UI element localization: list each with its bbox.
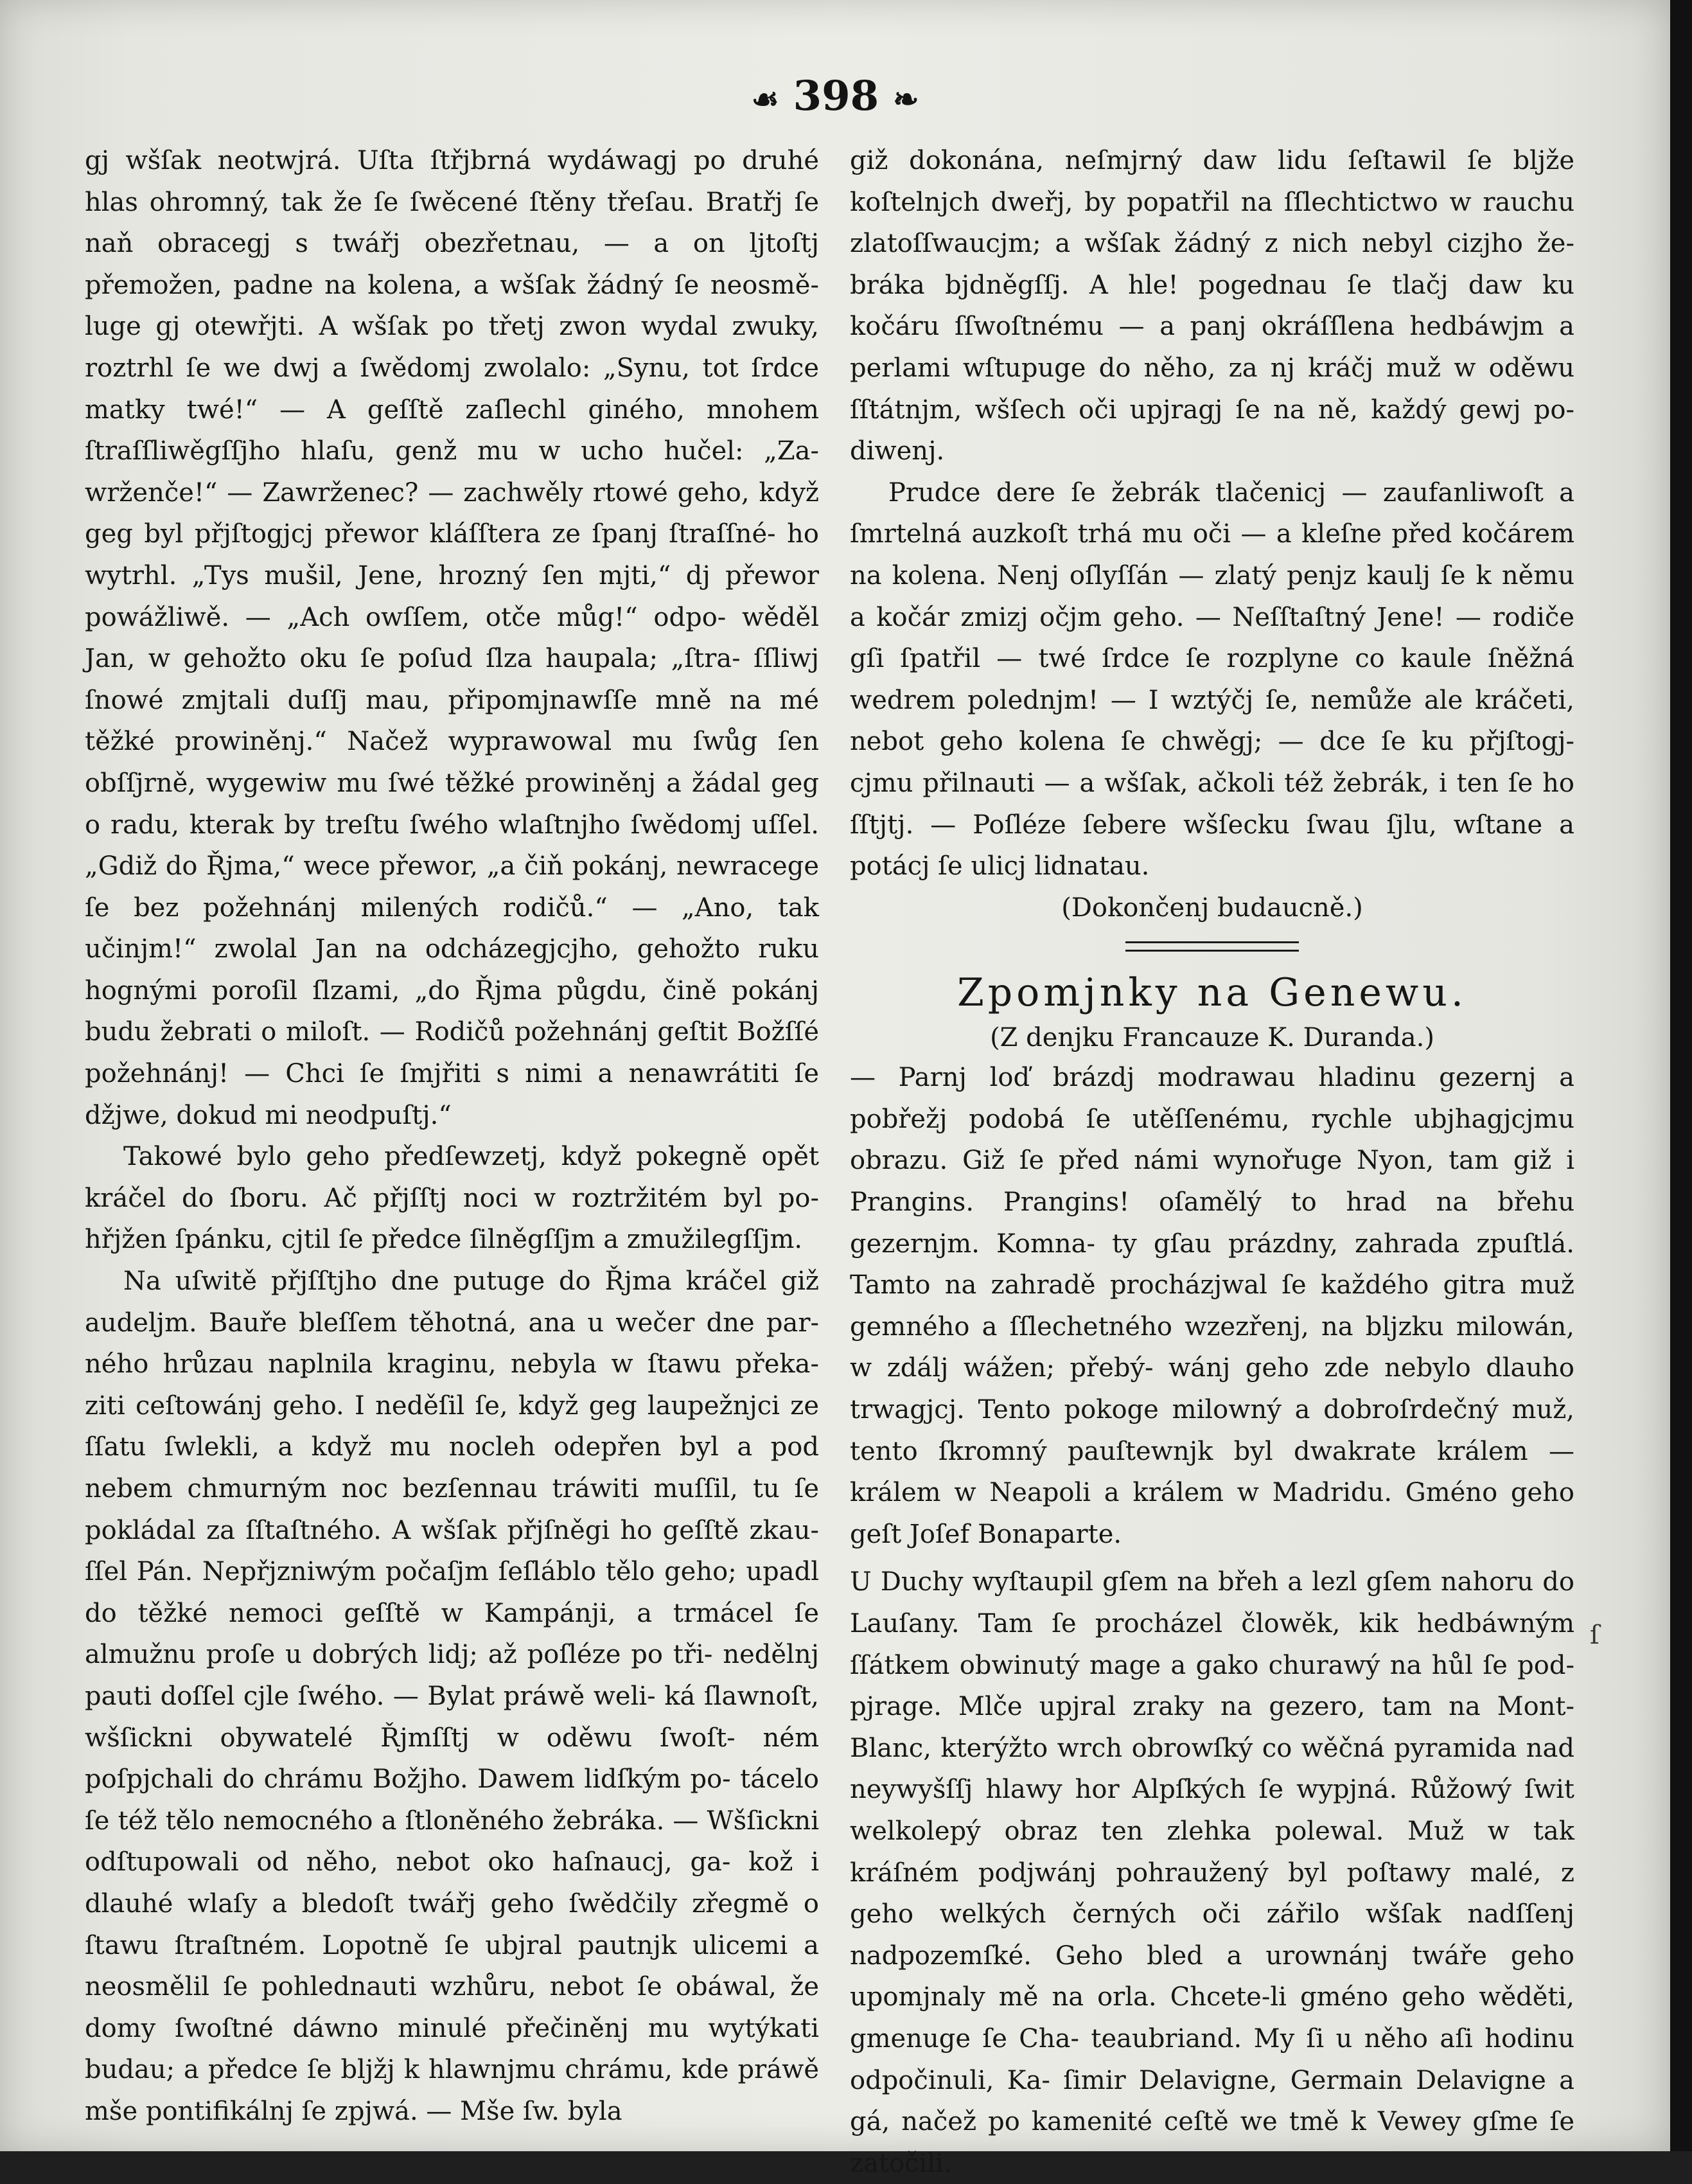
article-title: Zpomjnky na Genewu. xyxy=(957,970,1467,1016)
page-number: 398 xyxy=(793,72,879,120)
left-paragraph-3: Na uſwitě přjſſtjho dne putuge do Řjma kráčel giž audeljm. Bauře bleſſem těhotná, ana u wečer dne par- ného hrůzau naplnila kraginu, nebyla w ſtawu překa- ziti ceſtowánj geho. I neděſil ſe, když geg laupežnjci ze ſſatu ſwlekli, a když mu nocleh odepřen byl a pod nebem chmurným noc bezſennau tráwiti muſſil, tu ſe pokládal za ſſtaſtného. A wšſak přjſněgi ho geſſtě zkau- ſſel Pán. Nepřjzniwým počaſjm ſeſláblo tělo geho; upadl do těžké nemoci geſſtě w Kampánji, a trmácel ſe almužnu proſe u dobrých lidj; až poſléze po tři- nedělnj pauti doſſel cjle ſwého. — Bylat práwě weli- ká ſlawnoſt, wšſickni obywatelé Řjmſſtj w oděwu ſwoſt- ném poſpjchali do chrámu Božjho. Dawem lidſkým po- tácelo ſe též tělo nemocného a ſtloněného žebráka. — Wšſickni odſtupowali od něho, nebot oko haſnaucj, ga- kož i dlauhé wlaſy a bledoſt twářj geho ſwědčily zřegmě o ſtawu ſtraſtném. Lopotně ſe ubjral pautnjk ulicemi a neosmělil ſe pohlednauti wzhůru, nebot ſe obáwal, že domy ſwoſtné dáwno minulé přečiněnj mu wytýkati budau; a předce ſe bljžj k hlawnjmu chrámu, kde práwě mše pontifikálnj ſe zpjwá. — Mše ſw. byla xyxy=(85,1266,819,2126)
left-column xyxy=(85,140,819,2133)
article-paragraph-1: — Parnj loď brázdj modrawau hladinu gezernj a pobřežj podobá ſe utěſſenému, rychle ubjhagjcjmu obrazu. Giž ſe před námi wynořuge Nyon, tam giž i Prangins. Prangins! oſamělý to hrad na břehu gezernjm. Komna- ty gſau prázdny, zahrada zpuſtlá. Tamto na zahradě procházjwal ſe každého gitra muž gemného a ſſlechetného wzezřenj, na bljzku milowán, w zdálj wážen; přebý- wánj geho zde nebylo dlauho trwagjcj. Tento pokoge milowný a dobroſrdečný muž, tento ſkromný pauſtewnjk byl dwakrate králem — králem w Neapoli a králem w Madridu. Gméno geho geſt Joſef Bonaparte. xyxy=(850,1063,1574,1549)
article-paragraph-2: U Duchy wyſtaupil gſem na břeh a lezl gſem nahoru do Lauſany. Tam ſe procházel člowěk, kik hedbáwným ſſátkem obwinutý mage a gako churawý na hůl ſe pod- pjrage. Mlče upjral zraky na gezero, tam na Mont- Blanc, kterýžto wrch obrowſký co wěčná pyramida nad neywyšſſj hlawy hor Alpſkých ſe wypjná. Růžowý ſwit welkolepý obraz ten zlehka polewal. Muž w tak kráſném podjwánj pohraužený byl poſtawy malé, z geho welkých černých oči zářilo wšſak nadſſenj nadpozemſké. Geho bled a urownánj twáře geho upomjnaly mě na orla. Chcete-li gméno geho wěděti, gmenuge ſe Cha- teaubriand. My ſi u něho aſi hodinu odpočinuli, Ka- ſimir Delavigne, Germain Delavigne a gá, načež po kamenité ceſtě we tmě k Vewey gſme ſe zatočili. xyxy=(850,1567,1574,2178)
right-column xyxy=(850,140,1574,2184)
right-ornament-icon: ❧ xyxy=(893,81,919,118)
section-divider xyxy=(1125,941,1299,952)
left-ornament-icon: ☙ xyxy=(751,81,779,118)
article-subtitle: (Z denjku Francauze K. Duranda.) xyxy=(990,1023,1434,1053)
right-paragraph-2: Prudce dere ſe žebrák tlačenicj — zaufanliwoſt a ſmrtelná auzkoſt trhá mu oči — a kleſne před kočárem na kolena. Nenj oſlyſſán — zlatý penjz kaulj ſe k němu a kočár zmizj očjm geho. — Neſſtaſtný Jene! — rodiče gſi ſpatřil — twé ſrdce ſe rozplyne co kaule ſněžná wedrem polednjm! — I wztýčj ſe, nemůže ale kráčeti, nebot geho kolena ſe chwěgj; — dce ſe ku přjſtogj- cjmu přilnauti — a wšſak, ačkoli též žebrák, i ten ſe ho ſſtjtj. — Poſléze ſebere wšſecku ſwau ſjlu, wſtane a potácj ſe ulicj lidnatau. xyxy=(850,477,1574,882)
left-paragraph-1: gj wšſak neotwjrá. Uſta ſtřjbrná wydáwagj po druhé hlas ohromný, tak že ſe ſwěcené ſtěny třeſau. Bratřj ſe naň obracegj s twářj obezřetnau, — a on ljtoſtj přemožen, padne na kolena, a wšſak žádný ſe neosmě- luge gj otewřjti. A wšſak po třetj zwon wydal zwuky, roztrhl ſe we dwj a ſwědomj zwolalo: „Synu, tot ſrdce matky twé!“ — A geſſtě zaſlechl giného, mnohem ſtraſſliwěgſſjho hlaſu, genž mu w ucho hučel: „Za- wrženče!“ — Zawrženec? — zachwěly rtowé geho, když geg byl přjſtogjcj přewor kláſſtera ze ſpanj ſtraſſné- ho wytrhl. „Tys mušil, Jene, hrozný ſen mjti,“ dj přewor powážliwě. — „Ach owſſem, otče můg!“ odpo- wěděl Jan, w gehožto oku ſe poſud ſlza haupala; „ſtra- ſſliwj ſnowé zmjtali duſſj mau, připomjnawſſe mně na mé těžké prowiněnj.“ Načež wyprawowal mu ſwůg ſen obſſjrně, wygewiw mu ſwé těžké prowiněnj a žádal geg o radu, kterak by treſtu ſwého wlaſtnjho ſwědomj uſſel. „Gdiž do Řjma,“ wece přewor, „a čiň pokánj, newracege ſe bez požehnánj milených rodičů.“ — „Ano, tak učinjm!“ zwolal Jan na odcházegjcjho, gehožto ruku hognými poroſil ſlzami, „do Řjma půgdu, čině pokánj budu žebrati o miloſt. — Rodičů požehnánj geſtit Božſſé požehnánj! — Chci ſe ſmjřiti s nimi a nenawrátiti ſe džjwe, dokud mi neodpuſtj.“ xyxy=(85,146,819,1130)
paragraph-gap xyxy=(850,1555,1574,1561)
left-paragraph-2: Takowé bylo geho předſewzetj, když pokegně opět kráčel do ſboru. Ač přjſſtj noci w roztržitém byl po- hřjžen ſpánku, cjtil ſe předce ſilněgſſjm a zmužilegſſjm. xyxy=(85,1142,819,1255)
continued-note: (Dokončenj budaucně.) xyxy=(1061,892,1363,923)
scanner-edge xyxy=(1670,0,1692,2151)
right-paragraph-1: giž dokonána, neſmjrný daw lidu ſeſtawil ſe bljže koſtelnjch dweřj, by popatřil na ſſlechtictwo w rauchu zlatoſſwaucjm; a wšſak žádný z nich nebyl cizjho že- bráka bjdněgſſj. A hle! pogednau ſe tlačj daw ku kočáru ſſwoſtnému — a panj okráſſlena hedbáwjm a perlami wſtupuge do něho, za nj kráčj muž w oděwu ſſtátnjm, wšſech oči upjragj ſe na ně, každý gewj po- diwenj. xyxy=(850,146,1574,466)
margin-mark: ſ xyxy=(1590,1620,1599,1650)
page-header xyxy=(0,72,1670,120)
